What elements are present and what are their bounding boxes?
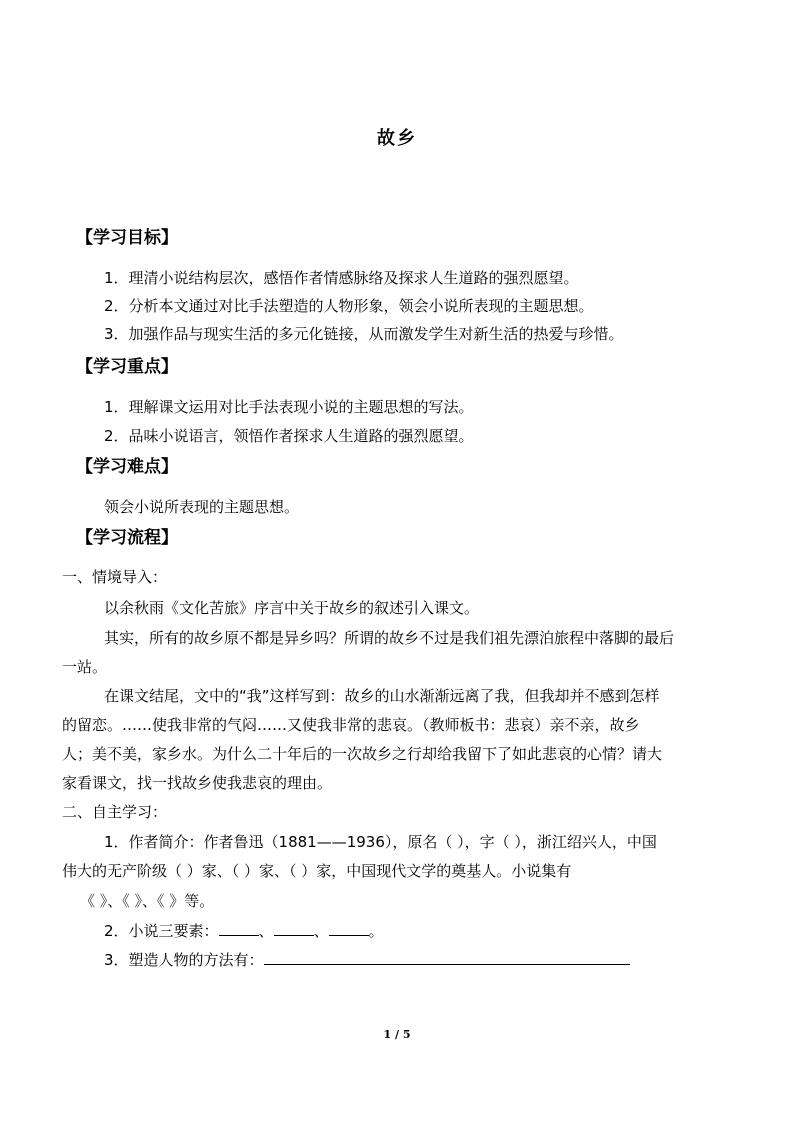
part2-line-3: 《 》、《 》、《 》等。 (80, 892, 215, 910)
part1-line-7: 家看课文，找一找故乡使我悲哀的理由。 (62, 774, 333, 792)
part2-line-2: 伟大的无产阶级（ ）家、（ ）家、（ ）家，中国现代文学的奠基人。小说集有 (62, 862, 572, 880)
answer-blank-4[interactable] (264, 950, 630, 965)
key-point-item-1: 1．理解课文运用对比手法表现小说的主题思想的写法。 (104, 398, 474, 416)
objective-item-2: 2．分析本文通过对比手法塑造的人物形象，领会小说所表现的主题思想。 (104, 297, 594, 315)
key-point-item-2: 2．品味小说语言，领悟作者探求人生道路的强烈愿望。 (104, 427, 474, 445)
section-heading-difficulties: 【学习难点】 (76, 457, 178, 477)
difficulty-item-1: 领会小说所表现的主题思想。 (104, 498, 300, 516)
part2-title: 二、自主学习： (62, 803, 168, 821)
answer-blank-3[interactable] (329, 921, 369, 936)
answer-blank-1[interactable] (219, 921, 259, 936)
objective-item-1: 1．理清小说结构层次，感悟作者情感脉络及探求人生道路的强烈愿望。 (104, 269, 579, 287)
section-heading-process: 【学习流程】 (76, 528, 178, 548)
section-heading-objectives: 【学习目标】 (76, 228, 178, 248)
document-title: 故乡 (377, 128, 417, 149)
part1-line-4: 在课文结尾，文中的“我”这样写到：故乡的山水渐渐远离了我，但我却并不感到怎样 (104, 687, 660, 705)
part2-line-1: 1．作者简介：作者鲁迅（1881——1936），原名（ ），字（ ），浙江绍兴人，中国 (104, 833, 657, 851)
part1-line-1: 以余秋雨《文化苦旅》序言中关于故乡的叙述引入课文。 (104, 599, 480, 617)
section-heading-key-points: 【学习重点】 (76, 357, 178, 377)
question-2: 2．小说三要素： 、 、 。 (104, 922, 384, 940)
part1-line-6: 人；美不美，家乡水。为什么二十年后的一次故乡之行却给我留下了如此悲哀的心情？请大 (62, 745, 663, 763)
part1-line-5: 的留恋。……使我非常的气闷……又使我非常的悲哀。（教师板书：悲哀）亲不亲，故乡 (62, 716, 640, 734)
objective-item-3: 3．加强作品与现实生活的多元化链接，从而激发学生对新生活的热爱与珍惜。 (104, 325, 624, 343)
part1-line-2: 其实，所有的故乡原不都是异乡吗？所谓的故乡不过是我们祖先漂泊旅程中落脚的最后 (104, 629, 675, 647)
part1-title: 一、情境导入： (62, 568, 168, 586)
part1-line-3: 一站。 (62, 658, 108, 676)
question-3 (104, 950, 630, 970)
question-3-label: 3．塑造人物的方法有： (104, 951, 264, 969)
page-number: 1 / 5 (383, 1028, 411, 1041)
question-2-label: 2．小说三要素： (104, 922, 219, 940)
answer-blank-2[interactable] (274, 921, 314, 936)
